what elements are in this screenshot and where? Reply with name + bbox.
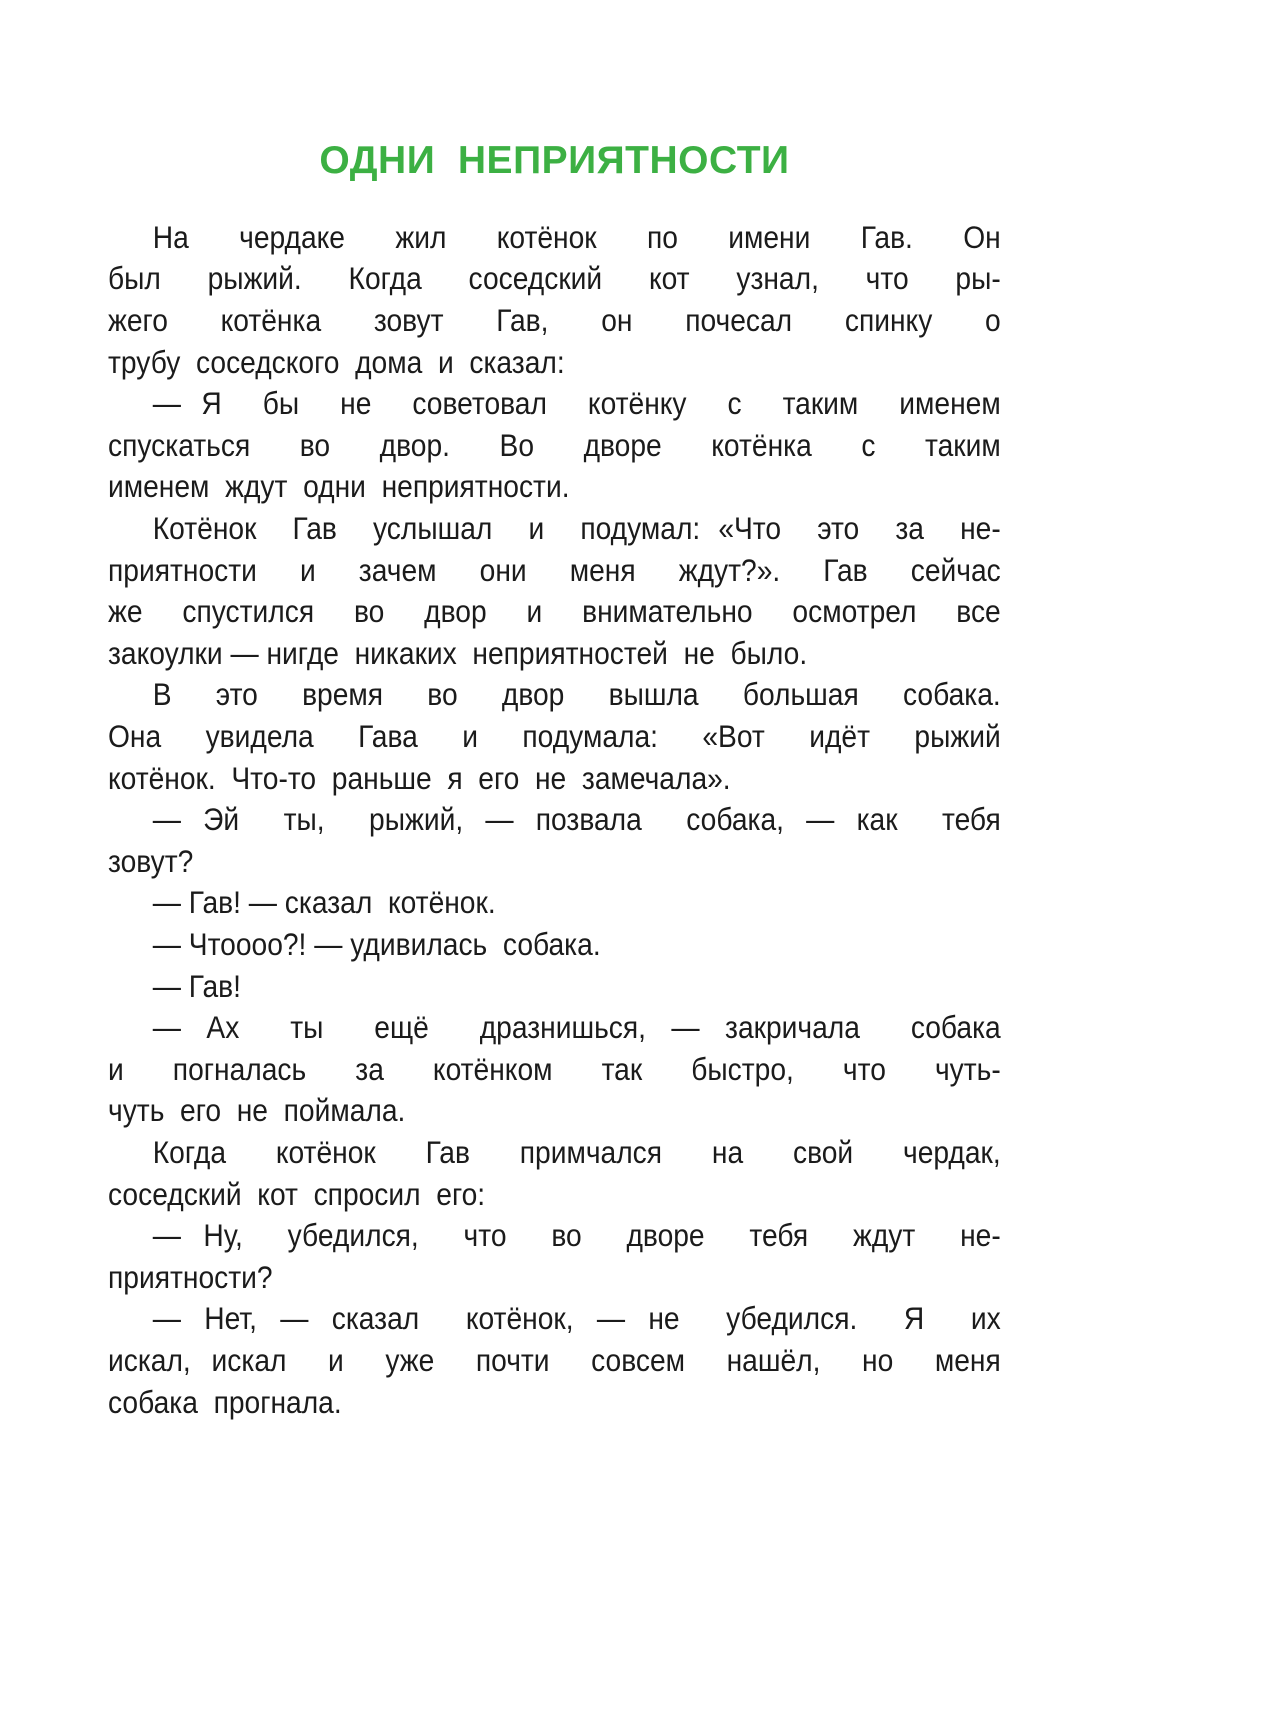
- text-line: — Чтоооо?! — удивилась собака.: [152, 925, 601, 962]
- text-line: приятности?: [108, 1258, 273, 1295]
- paragraph: [108, 1215, 1001, 1298]
- text-line: Она увидела Гава и подумала: «Вот идёт рыжий: [108, 718, 1001, 755]
- text-line: — Гав!: [152, 967, 241, 1004]
- paragraph: [108, 882, 1001, 924]
- text-line: именем ждут одни неприятности.: [108, 468, 570, 505]
- text-line: чуть его не поймала.: [108, 1092, 406, 1129]
- text-line: — Гав! — сказал котёнок.: [152, 884, 496, 921]
- text-line: В это время во двор вышла большая собака.: [152, 676, 1001, 713]
- paragraph: [108, 383, 1001, 508]
- text-line: соседский кот спросил его:: [108, 1175, 486, 1212]
- text-line: спускаться во двор. Во дворе котёнка с таким: [108, 426, 1001, 463]
- text-line: — Ах ты ещё дразнишься, — закричала собака: [152, 1009, 1001, 1046]
- text-line: и погналась за котёнком так быстро, что чуть-: [108, 1050, 1001, 1087]
- paragraph: [108, 217, 1001, 383]
- text-line: котёнок. Что-то раньше я его не замечала».: [108, 759, 731, 796]
- text-line: Когда котёнок Гав примчался на свой чердак,: [152, 1133, 1001, 1170]
- text-line: трубу соседского дома и сказал:: [108, 343, 565, 380]
- story-body: [108, 217, 1001, 1423]
- text-line: — Эй ты, рыжий, — позвала собака, — как тебя: [152, 801, 1001, 838]
- text-line: приятности и зачем они меня ждут?». Гав сейчас: [108, 551, 1001, 588]
- paragraph: [108, 1132, 1001, 1215]
- text-line: — Я бы не советовал котёнку с таким именем: [152, 385, 1001, 422]
- page-content: [108, 140, 1001, 1423]
- paragraph: [108, 966, 1001, 1008]
- text-line: же спустился во двор и внимательно осмотрел все: [108, 593, 1001, 630]
- paragraph: [108, 1007, 1001, 1132]
- paragraph: [108, 674, 1001, 799]
- text-line: закоулки — нигде никаких неприятностей не было.: [108, 634, 808, 671]
- text-line: жего котёнка зовут Гав, он почесал спинку о: [108, 302, 1001, 339]
- text-line: Котёнок Гав услышал и подумал: «Что это за не-: [152, 510, 1001, 547]
- text-line: — Нет, — сказал котёнок, — не убедился. Я их: [152, 1300, 1001, 1337]
- page-title: ОДНИ НЕПРИЯТНОСТИ: [319, 139, 790, 182]
- paragraph: [108, 924, 1001, 966]
- text-line: — Ну, убедился, что во дворе тебя ждут не-: [152, 1217, 1001, 1254]
- text-line: искал, искал и уже почти совсем нашёл, но меня: [108, 1341, 1001, 1378]
- text-line: собака прогнала.: [108, 1383, 342, 1420]
- text-line: был рыжий. Когда соседский кот узнал, что ры-: [108, 260, 1001, 297]
- paragraph: [108, 1298, 1001, 1423]
- text-line: зовут?: [108, 842, 194, 879]
- paragraph: [108, 508, 1001, 674]
- paragraph: [108, 799, 1001, 882]
- text-line: На чердаке жил котёнок по имени Гав. Он: [152, 218, 1001, 255]
